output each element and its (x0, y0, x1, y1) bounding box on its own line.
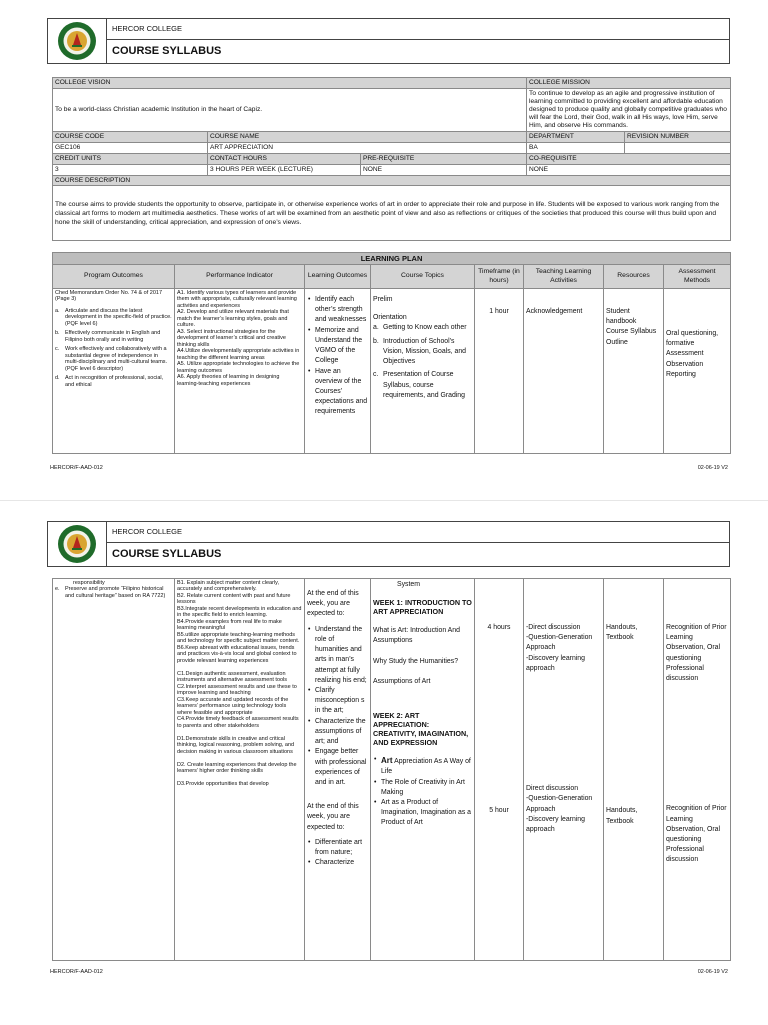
page-footer (50, 969, 728, 975)
syllabus-page-1 (0, 0, 768, 500)
assessment-cell (664, 579, 731, 961)
topic-term: Prelim (373, 296, 393, 303)
course-topics-cell (371, 289, 475, 454)
column-header: Program Outcomes (53, 265, 175, 289)
program-outcome-text: Act in recognition of professional, social, and ethical (65, 375, 164, 388)
topic-item-number: c. (373, 371, 379, 379)
topic-continued: System (397, 581, 420, 588)
column-header: Course Topics (371, 265, 475, 289)
mission-label: COLLEGE MISSION (527, 78, 731, 89)
vision-label: COLLEGE VISION (53, 78, 527, 89)
topic-item (373, 370, 472, 401)
week-1-resources: Handouts, Textbook (606, 624, 638, 642)
column-header: Learning Outcomes (305, 265, 371, 289)
week-2-topic: • Art Appreciation As A Way of Life (373, 755, 472, 777)
prerequisite-value: NONE (361, 164, 527, 175)
learning-outcomes-cell (305, 579, 371, 961)
topic-item-number: a. (373, 324, 379, 332)
program-outcome (55, 308, 172, 327)
performance-indicator-cell: B1. Explain subject matter content clearly, accurately and comprehensively. B2. Relate current content with past and future lessons B3.Integrate recent developments in education and in the specific field to enrich learning. B4.Provide examples from real life to make learning meaningful B5.utilize appropriate teaching-learning methods and technology for specific subject matter content. B6.Keep abreast with educational issues, trends and practices vis-à-vis local and global context to provide relevant learning experiences C1.Design authentic assessment, evaluation instruments and alternative assessment tools C2.Interpret assessment results and use these to improve learning and teaching C3.Keep accurate and updated records of the learners’ performance using technology tools where feasible and appropriate C4.Provide timely feedback of assessment results to parents and other stakeholders D1.Demonstrate skills in creative and critical thinking, logical reasoning, problem solving, and decision making in various classroom situations D2. Create learning experiences that develop the learners’ higher order thinking skills D3.Provide opportunities that develop (175, 579, 305, 961)
learning-outcome: • Understand the role of humanities and arts in man’s attempt at fully realizing his end; (307, 625, 368, 686)
program-outcome-text: Work effectively and collaboratively with a substantial degree of independence in multi-disciplinary and multi-cultural teams. (PQF level 6 descriptor) (65, 346, 168, 372)
program-outcome-number: e. (55, 586, 60, 593)
college-name: HERCOR COLLEGE (107, 19, 729, 40)
course-description-text: The course aims to provide students the opportunity to observe, participate in, or otherwise experience works of art in order to appreciate their role and purpose in life. Students will be exposed to various work ranging from the classical art forms to modern art multimedia aesthetics. These works of art will be examined from an aesthetic point of view and also as reflections or critiques of the societies that produced this course will thus build upon and hone the skill of understanding, critical appreciation, and expression of one’s views. (53, 186, 731, 241)
po-intro: Ched Memorandum Order No. 74 & of 2017 (Page 3) (55, 290, 163, 303)
column-header: Teaching Learning Activities (524, 265, 604, 289)
course-name-label: COURSE NAME (208, 131, 527, 142)
week-1-topic: Why Study the Humanities? (373, 657, 459, 665)
week-2-topic: • The Role of Creativity in Art Making (373, 778, 472, 798)
learning-plan-table-continued (52, 578, 731, 961)
credit-units-label: CREDIT UNITS (53, 153, 208, 164)
department-value: BA (527, 142, 625, 153)
column-header: Assessment Methods (664, 265, 731, 289)
program-outcome (55, 375, 172, 388)
performance-indicator-cell: A1. Identify various types of learners and provide them with appropriate, culturally relevant learning activities and experiences A2. Develop and utilize relevant materials that match the learner’s learning styles, goals and culture. A3. Select instructional strategies for the development of learner’s critical and creative thinking skills A4.Utilize developmentally appropriate activities in teaching the different learning areas A5. Utilize appropriate technologies to achieve the learning outcomes A6. Apply theories of learning in designing learning-teaching experiences (175, 289, 305, 454)
program-outcomes-cell (53, 289, 175, 454)
form-code: HERCOR/F-AAD-012 (50, 969, 103, 975)
corequisite-value: NONE (527, 164, 731, 175)
prerequisite-label: PRE-REQUISITE (361, 153, 527, 164)
week-1-tla: -Direct discussion -Question-Generation Approach -Discovery learning approach (526, 624, 593, 672)
course-code-label: COURSE CODE (53, 131, 208, 142)
learning-outcome: • Identify each other’s strength and weaknesses (307, 295, 368, 326)
week-1-time: 4 hours (487, 624, 511, 631)
program-outcome (55, 586, 172, 599)
week-2-assessment: Recognition of Prior Learning Observation, Oral questioning Professional discussion (666, 805, 727, 864)
week-2-time: 5 hour (489, 807, 509, 815)
topic-sub: Orientation (373, 314, 407, 322)
topic-item-text: Getting to Know each other (383, 324, 467, 332)
revision-number-label: REVISION NUMBER (625, 131, 731, 142)
learning-outcome: • Engage better with professional experiences of and in art. (307, 747, 368, 788)
program-outcome-text: Preserve and promote “Filipino historical and cultural heritage” based on RA 7722) (65, 586, 166, 599)
learning-plan-title: LEARNING PLAN (53, 253, 731, 265)
learning-plan-table (52, 252, 731, 454)
timeframe-cell: 1 hour (475, 289, 524, 454)
lo-intro-2: At the end of this week, you are expected to: (307, 803, 359, 831)
course-topics-cell (371, 579, 475, 961)
form-version: 02-06-19 V2 (697, 969, 728, 975)
column-header: Resources (604, 265, 664, 289)
corequisite-label: CO-REQUISITE (527, 153, 731, 164)
form-code: HERCOR/F-AAD-012 (50, 465, 103, 471)
week-1-topic: What is Art: Introduction And Assumptions (373, 627, 460, 645)
week-1-title: WEEK 1: INTRODUCTION TO ART APPRECIATION (373, 598, 472, 617)
course-description-label: COURSE DESCRIPTION (53, 175, 731, 186)
topic-item-text: Presentation of Course Syllabus, course requirements, and Grading (383, 371, 465, 399)
week-2-topic: • Art as a Product of Imagination, Imagination as a Product of Art (373, 798, 472, 829)
revision-number-value (625, 142, 731, 153)
program-outcome (55, 346, 172, 372)
learning-outcome: • Have an overview of the Courses’ expectations and requirements (307, 367, 368, 418)
department-label: DEPARTMENT (527, 131, 625, 142)
document-header (47, 521, 730, 567)
week-1-topic: Assumptions of Art (373, 677, 431, 685)
program-outcome (55, 330, 172, 343)
tla-cell: Acknowledgement (524, 289, 604, 454)
program-outcome-number: a. (55, 307, 60, 314)
resources-cell: Student handbook Course Syllabus Outline (604, 289, 664, 454)
learning-outcome: • Characterize (307, 858, 368, 868)
form-version: 02-06-19 V2 (697, 465, 728, 471)
learning-outcomes-cell (305, 289, 371, 454)
college-seal-logo (48, 19, 107, 63)
program-outcomes-cell (53, 579, 175, 961)
topic-item (373, 337, 472, 368)
college-seal-logo (48, 522, 107, 566)
contact-hours-label: CONTACT HOURS (208, 153, 361, 164)
learning-outcome: • Memorize and Understand the VGMO of the College (307, 326, 368, 367)
week-2-resources: Handouts, Textbook (606, 807, 638, 825)
learning-outcome: • Characterize the assumptions of art; and (307, 717, 368, 748)
learning-outcome: • Clarify misconception s in the art; (307, 686, 368, 717)
course-code-value: GEC106 (53, 142, 208, 153)
po-list (55, 308, 172, 388)
mission-text: To continue to develop as an agile and progressive institution of learning committed to providing excellent and affordable education designed to produce quality and globally competitive graduates who will fear the Lord, their God, walk in all His ways, love Him, serve Him, and observe His commands. (527, 88, 731, 131)
lo-intro: At the end of this week, you are expected to: (307, 590, 359, 618)
program-outcome-number: c. (55, 346, 60, 353)
program-outcome-number: d. (55, 375, 60, 382)
assessment-cell: Oral questioning, formative Assessment Observation Reporting (664, 289, 731, 454)
vision-text: To be a world-class Christian academic Institution in the heart of Capiz. (53, 88, 527, 131)
week-2-tla: Direct discussion -Question-Generation Approach -Discovery learning approach (526, 785, 593, 833)
topic-item-text: Introduction of School’s Vision, Mission, Goals, and Objectives (383, 337, 466, 366)
program-outcome-number: b. (55, 330, 60, 337)
document-title: COURSE SYLLABUS (112, 45, 222, 57)
timeframe-cell (475, 579, 524, 961)
document-title: COURSE SYLLABUS (112, 548, 222, 560)
program-outcome-text: Effectively communicate in English and Filipino both orally and in writing (65, 330, 161, 343)
page-footer (50, 465, 728, 471)
week-2-title: WEEK 2: ART APPRECIATION: CREATIVITY, IMAGINATION, AND EXPRESSION (373, 711, 469, 748)
syllabus-page-2 (0, 500, 768, 1025)
week-1-assessment: Recognition of Prior Learning Observation, Oral questioning Professional discussion (666, 624, 727, 683)
learning-outcome: • Differentiate art from nature; (307, 838, 368, 858)
course-name-value: ART APPRECIATION (208, 142, 527, 153)
program-outcome-text: Articulate and discuss the latest development in the specific-field of practice. (PQF level 6) (65, 307, 172, 327)
document-header (47, 18, 730, 64)
topic-item (373, 323, 472, 333)
column-header: Timeframe (in hours) (475, 265, 524, 289)
po-continued: responsibility (73, 580, 105, 586)
college-name: HERCOR COLLEGE (107, 522, 729, 543)
po-list (55, 586, 172, 599)
tla-cell (524, 579, 604, 961)
contact-hours-value: 3 HOURS PER WEEK (LECTURE) (208, 164, 361, 175)
course-info-table (52, 77, 731, 241)
column-header: Performance Indicator (175, 265, 305, 289)
resources-cell (604, 579, 664, 961)
credit-units-value: 3 (53, 164, 208, 175)
topic-item-number: b. (373, 337, 379, 345)
